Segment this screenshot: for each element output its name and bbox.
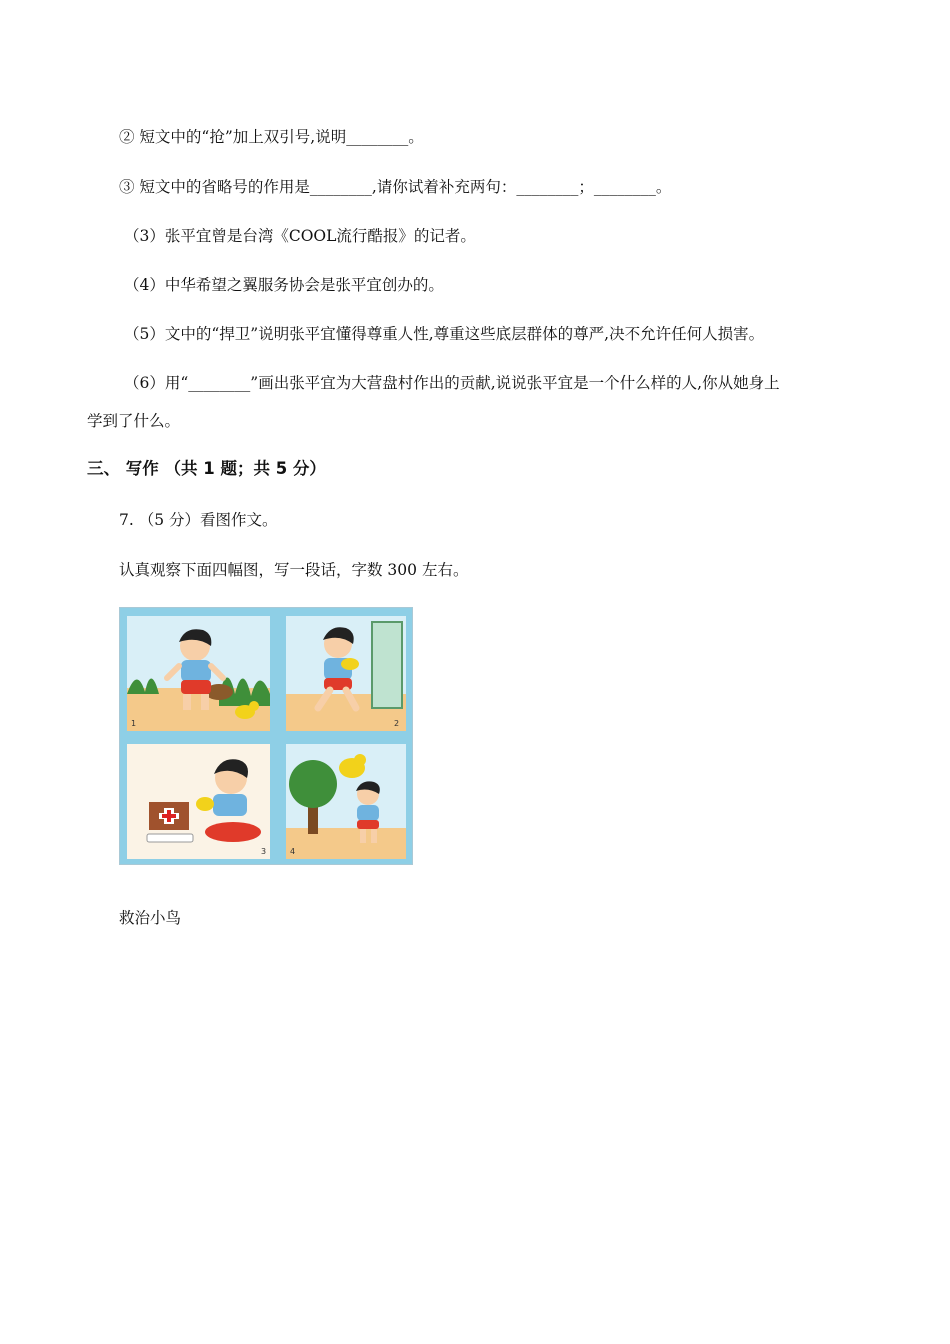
picture-composition-image <box>119 607 413 865</box>
question-7-instruction: 认真观察下面四幅图，写一段话，字数 300 左右。 <box>119 561 469 579</box>
item-4: （4）中华希望之翼服务协会是张平宜创办的。 <box>124 276 444 294</box>
question-3-blank: ③ 短文中的省略号的作用是________,请你试着补充两句：________；________。 <box>119 178 672 196</box>
panel-3-boy-treats-bird <box>127 744 270 859</box>
question-2-blank: ② 短文中的“抢”加上双引号,说明________。 <box>119 128 424 146</box>
panel-3-number: 3 <box>261 847 267 856</box>
question-7-title: 7. （5 分）看图作文。 <box>119 511 278 529</box>
item-5: （5）文中的“捍卫”说明张平宜懂得尊重人性,尊重这些底层群体的尊严,决不允许任何人损害。 <box>124 325 765 343</box>
panel-4-number: 4 <box>290 847 296 856</box>
panel-4-boy-releases-bird <box>286 744 429 859</box>
panel-2-boy-carries-bird <box>286 616 429 731</box>
item-3: （3）张平宜曾是台湾《COOL流行酷报》的记者。 <box>124 227 476 245</box>
item-6-line-2: 学到了什么。 <box>87 412 181 430</box>
panel-2-number: 2 <box>394 719 400 728</box>
item-6-line-1: （6）用“________”画出张平宜为大营盘村作出的贡献,说说张平宜是一个什么样的人,你从她身上 <box>124 374 780 392</box>
composition-caption: 救治小鸟 <box>119 909 182 927</box>
panel-1-number: 1 <box>131 719 137 728</box>
section-heading: 三、 写作 （共 1 题；共 5 分） <box>87 459 326 478</box>
panel-1-boy-finds-bird <box>127 616 270 731</box>
